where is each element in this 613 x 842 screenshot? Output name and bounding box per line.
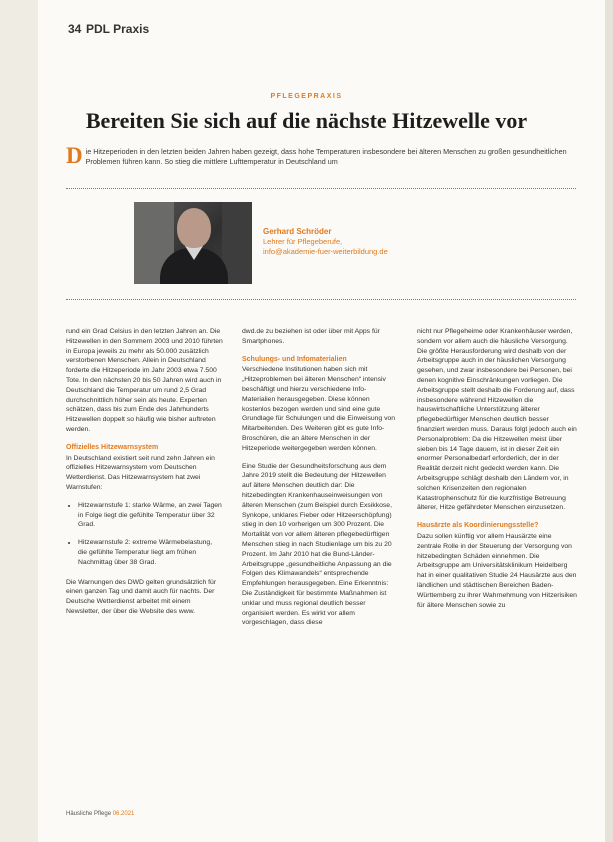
article-kicker: PFLEGEPRAXIS — [270, 93, 343, 100]
article-lead — [66, 143, 586, 168]
divider-top — [66, 188, 576, 189]
section-title: PDL Praxis — [86, 22, 150, 36]
list-item: • Hitzewarnstufe 1: starke Wärme, an zwei Tagen in Folge liegt die gefühlte Temperatur über 32 Grad. — [78, 501, 223, 530]
author-email[interactable]: info@akademie-fuer-weiterbildung.de — [263, 247, 388, 256]
paragraph: Verschiedene Institutionen haben sich mit „Hitzeproblemen bei älteren Menschen“ intensiv beschäftigt und hierzu verschiedene Info-Materialien herausgegeben. Diese können kostenlos bezogen werden und sind eine gute Grundlage für Schulungen und die Einweisung von Mitarbeitenden. Des Weiteren gibt es gute Info-Broschüren, die an ältere Menschen in der Hitzeperiode weitergegeben werden können. — [242, 366, 396, 452]
author-photo — [134, 202, 252, 284]
subheading: Hausärzte als Koordinierungsstelle? — [417, 522, 539, 530]
lead-text: ie Hitzeperioden in den letzten beiden Jahren haben gezeigt, dass hohe Temperaturen insbesondere bei älteren Menschen zu großen gesundheitlichen Problemen führen kann. So stieg die mittlere Lufttemperatur in Deutschland um — [85, 147, 567, 166]
list-item: • Hitzewarnstufe 2: extreme Wärmebelastung, die gefühlte Temperatur liegt am frühen Nachmittag über 38 Grad. — [78, 538, 223, 567]
paragraph: Eine Studie der Gesundheitsforschung aus dem Jahre 2019 stellt die Bedeutung der Hitzewellen auf ältere Menschen deutlich dar: Die hitzebedingten Krankenhauseinweisungen von älteren Menschen (zum Beispiel durch Exsikkose, Synkope, unklares Fieber oder Hitzeerschöpfung) stieg in den 10 vorherigen um 300 Prozent. Die Mortalität von vor allem älteren pflegebedürftigen Menschen stieg in nach Studienlage um bis zu 20 Prozent. Im Jahr 2010 hat die Bund-Länder-Arbeitsgruppe „gesundheitliche Anpassung an die Folgen des Klimawandels“ entsprechende Empfehlungen herausgegeben. Eine Erkenntnis: Die Zuständigkeit für bestimmte Maßnahmen ist unklar und muss regional deutlich besser organisiert werden. Es wirkt vor allem vorgeschlagen, dass diese — [242, 462, 392, 627]
magazine-name: Häusliche Pflege — [66, 811, 112, 817]
subheading: Schulungs- und Infomaterialien — [242, 355, 347, 363]
divider-bottom — [66, 299, 576, 300]
subheading: Offizielles Hitzewarnsystem — [66, 443, 159, 451]
issue-number: 06.2021 — [112, 811, 135, 817]
author-name: Gerhard Schröder — [263, 227, 332, 236]
author-info — [263, 227, 388, 257]
paragraph: In Deutschland existiert seit rund zehn Jahren ein offizielles Hitzewarnsystem vom Deutschen Wetterdienst. Das Hitzewarnsystem hat zwei Warnstufen: — [66, 454, 215, 491]
page-footer — [66, 811, 134, 817]
paragraph: nicht nur Pflegeheime oder Krankenhäuser werden, sondern vor allem auch die häusliche Versorgung. Die größte Herausforderung wird deshalb von der Arbeitsgruppe auch in der häuslichen Versorgung gesehen, und zwar insbesondere bei Personen, bei denen kognitive Einschränkungen vorliegen. Die Arbeitsgruppe stellt deshalb die Forderung auf, dass insbesondere während Hitzewellen die hauswirtschaftliche Unterstützung älterer pflegebedürftiger Menschen deutlich besser finanziert werden muss. Daraus folgt jedoch auch ein Personalproblem: Da die Hitzewellen meist über sieben bis 14 Tage dauern, ist in dieser Zeit ein enormer Personalbedarf erforderlich, der in der Realität derzeit nicht gedeckt werden kann. Die Arbeitsgruppe schlägt deshalb den Ländern vor, in solchen Krisenzeiten den regionalen Katastrophenschutz für die kurzfristige Betreuung älterer, Hitze gefährdeter Menschen einzusetzen. — [417, 328, 577, 512]
paragraph: rund ein Grad Celsius in den letzten Jahren an. Die Hitzewellen in den Sommern 2003 und 2010 führten in Europa jeweils zu mehr als 50.000 zusätzlich verstorbenen Menschen. Allein in Deutschland forderte die Hitzeperiode im Jahr 2003 etwa 7.500 Tote. In den nächsten 20 bis 50 Jahren wird auch in Deutschland die Temperatur um rund 2,5 Grad durchschnittlich höher sein als heute. Experten schätzen, dass bis zum Ende des Jahrhunderts Hitzewellen doppelt so häufig wie bisher auftreten werden. — [66, 328, 223, 433]
article-title: Bereiten Sie sich auf die nächste Hitzewelle vor — [85, 108, 528, 133]
paragraph: Die Warnungen des DWD gelten grundsätzlich für einen ganzen Tag und damit auch für nachts. Der Deutsche Wetterdienst arbeitet mit einem Newsletter, der über die Website des www. — [66, 578, 217, 615]
lead-dropcap: D — [66, 143, 83, 168]
paragraph: dwd.de zu beziehen ist oder über mit Apps für Smartphones. — [242, 328, 380, 345]
text-column-2 — [242, 327, 397, 636]
text-column-3 — [417, 327, 577, 618]
text-column-1 — [66, 327, 223, 625]
author-role: Lehrer für Pflegeberufe, — [263, 237, 343, 246]
paragraph: Dazu sollen künftig vor allem Hausärzte eine zentrale Rolle in der Steuerung der Versorgung von hitzebedingten Schäden einnehmen. Die Arbeitsgruppe am Universitätsklinikum Heidelberg hat in einer qualitativen Studie 24 Hausärzte aus den ländlichen und städtischen Bereichen Baden-Württemberg zu ihrer Wahrnehmung von Hitzerisiken für ältere Menschen sowie zu — [417, 532, 577, 609]
warning-levels-list — [66, 501, 223, 568]
page-number: 34 — [68, 22, 82, 36]
